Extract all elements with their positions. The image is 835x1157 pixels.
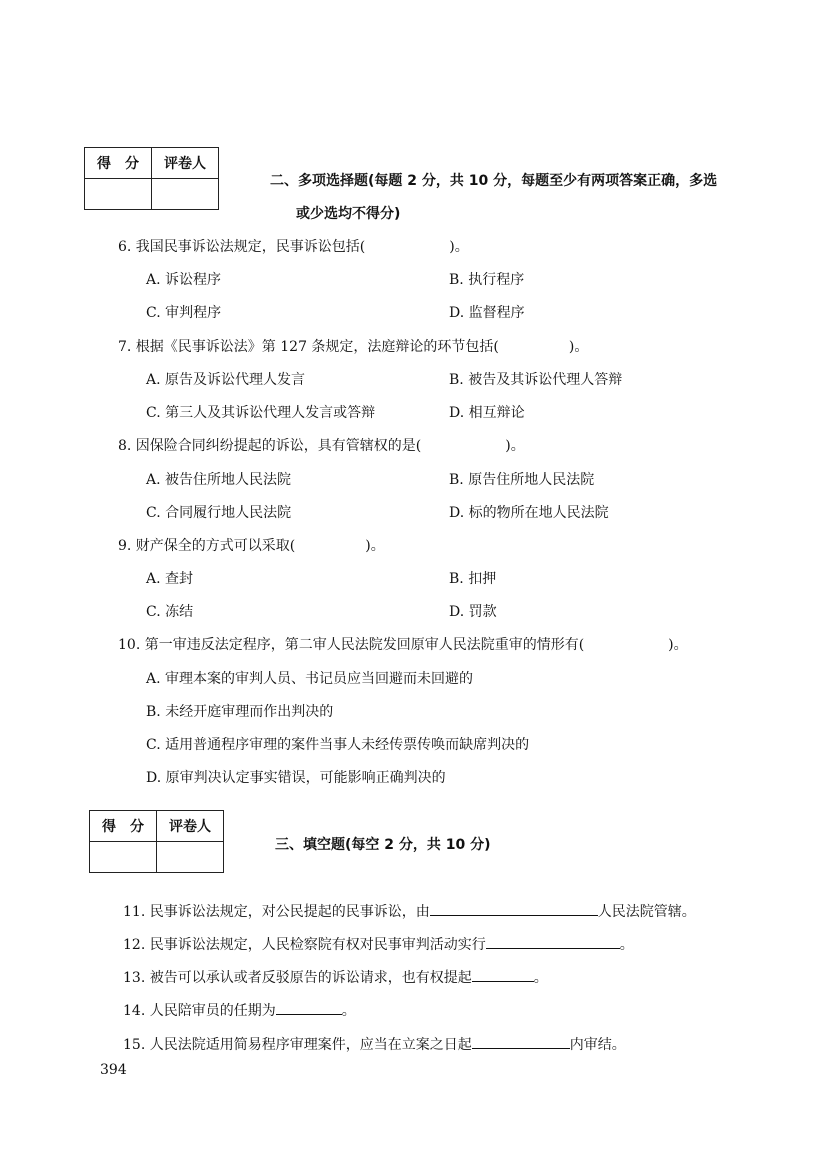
page-number: 394 — [100, 1062, 127, 1078]
grader-input-cell — [157, 842, 224, 873]
question-15-suffix: 内审结。 — [569, 1037, 626, 1053]
question-7-option-a: A. 原告及诉讼代理人发言 — [146, 372, 306, 388]
question-8-stem: 8. 因保险合同纠纷提起的诉讼，具有管辖权的是( )。 — [118, 438, 525, 454]
section-3-title: 三、填空题(每空 2 分，共 10 分) — [275, 837, 491, 853]
question-9-option-c: C. 冻结 — [146, 604, 194, 620]
question-9-option-a: A. 查封 — [146, 571, 194, 587]
question-13-text: 13. 被告可以承认或者反驳原告的诉讼请求，也有权提起 — [123, 970, 472, 986]
question-10-stem: 10. 第一审违反法定程序，第二审人民法院发回原审人民法院重审的情形有( )。 — [118, 637, 688, 653]
section-2-title-line1: 二、多项选择题(每题 2 分，共 10 分，每题至少有两项答案正确，多选 — [270, 173, 718, 189]
question-8-option-c: C. 合同履行地人民法院 — [146, 505, 292, 521]
question-13 — [123, 967, 548, 987]
question-10-option-b: B. 未经开庭审理而作出判决的 — [146, 704, 334, 720]
answer-blank — [472, 967, 534, 982]
question-6-option-d: D. 监督程序 — [449, 305, 525, 321]
answer-blank — [430, 901, 598, 916]
answer-blank — [472, 1034, 570, 1049]
answer-blank — [486, 934, 620, 949]
score-box-section-2 — [84, 147, 219, 210]
question-7-stem: 7. 根据《民事诉讼法》第 127 条规定，法庭辩论的环节包括( )。 — [118, 339, 589, 355]
question-12-suffix: 。 — [619, 937, 634, 953]
question-7-option-c: C. 第三人及其诉讼代理人发言或答辩 — [146, 405, 376, 421]
question-15 — [123, 1034, 626, 1054]
question-9-stem: 9. 财产保全的方式可以采取( )。 — [118, 538, 385, 554]
question-11 — [123, 901, 696, 921]
score-header-cell: 得 分 — [90, 811, 157, 842]
question-11-text: 11. 民事诉讼法规定，对公民提起的民事诉讼，由 — [123, 904, 430, 920]
question-9-option-b: B. 扣押 — [449, 571, 497, 587]
question-8-option-a: A. 被告住所地人民法院 — [146, 472, 292, 488]
score-header-cell: 得 分 — [85, 148, 152, 179]
question-12-text: 12. 民事诉讼法规定，人民检察院有权对民事审判活动实行 — [123, 937, 486, 953]
question-14-text: 14. 人民陪审员的任期为 — [123, 1003, 276, 1019]
question-8-option-b: B. 原告住所地人民法院 — [449, 472, 595, 488]
score-input-cell — [85, 179, 152, 210]
question-6-option-a: A. 诉讼程序 — [146, 272, 222, 288]
question-14-suffix: 。 — [341, 1003, 356, 1019]
question-6-option-b: B. 执行程序 — [449, 272, 525, 288]
question-10-option-c: C. 适用普通程序审理的案件当事人未经传票传唤而缺席判决的 — [146, 737, 530, 753]
question-8-option-d: D. 标的物所在地人民法院 — [449, 505, 609, 521]
grader-header-cell: 评卷人 — [152, 148, 219, 179]
question-6-stem: 6. 我国民事诉讼法规定，民事诉讼包括( )。 — [118, 239, 469, 255]
grader-input-cell — [152, 179, 219, 210]
question-15-text: 15. 人民法院适用简易程序审理案件，应当在立案之日起 — [123, 1037, 472, 1053]
question-10-option-a: A. 审理本案的审判人员、书记员应当回避而未回避的 — [146, 671, 474, 687]
score-input-cell — [90, 842, 157, 873]
question-10-option-d: D. 原审判决认定事实错误，可能影响正确判决的 — [146, 770, 446, 786]
question-6-option-c: C. 审判程序 — [146, 305, 222, 321]
question-14 — [123, 1000, 356, 1020]
grader-header-cell: 评卷人 — [157, 811, 224, 842]
question-7-option-d: D. 相互辩论 — [449, 405, 525, 421]
question-13-suffix: 。 — [533, 970, 548, 986]
question-7-option-b: B. 被告及其诉讼代理人答辩 — [449, 372, 623, 388]
score-box-section-3 — [89, 810, 224, 873]
question-12 — [123, 934, 634, 954]
answer-blank — [276, 1000, 342, 1015]
question-11-suffix: 人民法院管辖。 — [597, 904, 696, 920]
section-2-title-line2: 或少选均不得分) — [296, 206, 401, 222]
question-9-option-d: D. 罚款 — [449, 604, 497, 620]
